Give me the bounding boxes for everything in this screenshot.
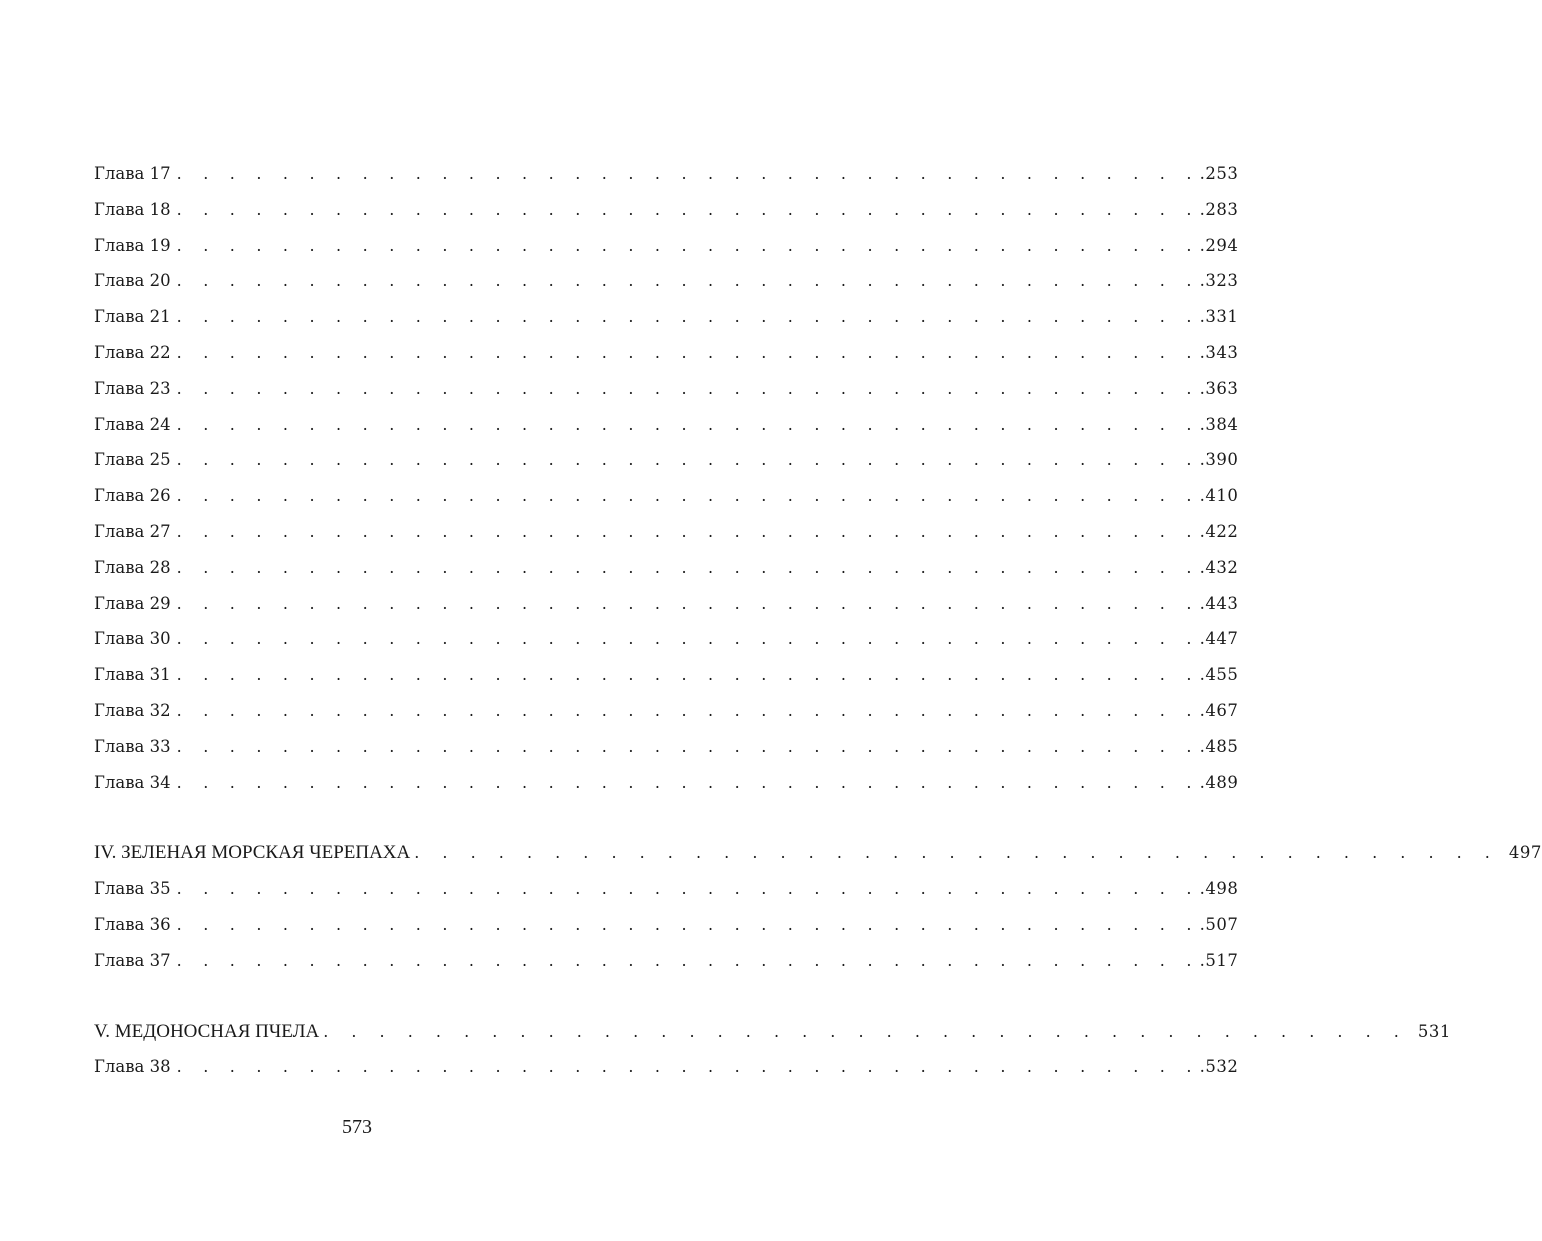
toc-entry[interactable] bbox=[94, 729, 1239, 765]
dot-leader: . . . . . . . . . . . . . . . . . . . . . . . . . . . . . . . . . . . . . . . bbox=[176, 307, 1200, 327]
page-number: .507 bbox=[1199, 914, 1239, 934]
page-number: .363 bbox=[1199, 378, 1239, 398]
chapter-label: Глава 18 bbox=[94, 199, 171, 219]
toc-entry[interactable] bbox=[94, 693, 1239, 729]
toc-entry[interactable] bbox=[94, 442, 1239, 478]
dot-leader: . . . . . . . . . . . . . . . . . . . . . . . . . . . . . . . . . . . . . . . bbox=[176, 736, 1200, 756]
page-number: .517 bbox=[1199, 950, 1239, 970]
page-number: .489 bbox=[1199, 772, 1239, 792]
dot-leader: . . . . . . . . . . . . . . . . . . . . . . . . . . . . . . . . . . . . . . . bbox=[323, 1021, 1408, 1041]
toc-entry[interactable] bbox=[94, 371, 1239, 407]
page-number: .294 bbox=[1199, 235, 1239, 255]
page-number: 497 bbox=[1508, 843, 1542, 863]
dot-leader: . . . . . . . . . . . . . . . . . . . . . . . . . . . . . . . . . . . . . . . bbox=[176, 914, 1200, 934]
toc-entry[interactable] bbox=[94, 765, 1239, 801]
page-number: .432 bbox=[1199, 557, 1239, 577]
toc-entry[interactable] bbox=[94, 871, 1239, 907]
dot-leader: . . . . . . . . . . . . . . . . . . . . . . . . . . . . . . . . . . . . . . . bbox=[176, 629, 1200, 649]
table-of-contents bbox=[94, 156, 1542, 1085]
dot-leader: . . . . . . . . . . . . . . . . . . . . . . . . . . . . . . . . . . . . . . . bbox=[176, 950, 1200, 970]
dot-leader: . . . . . . . . . . . . . . . . . . . . . . . . . . . . . . . . . . . . . . . bbox=[176, 1057, 1200, 1077]
chapter-label: Глава 21 bbox=[94, 307, 171, 327]
page-number: .390 bbox=[1199, 450, 1239, 470]
toc-part-entry[interactable] bbox=[94, 1014, 1451, 1050]
toc-part-entry[interactable] bbox=[94, 835, 1542, 871]
dot-leader: . . . . . . . . . . . . . . . . . . . . . . . . . . . . . . . . . . . . . . . bbox=[176, 378, 1200, 398]
page-number: .283 bbox=[1199, 199, 1239, 219]
dot-leader: . . . . . . . . . . . . . . . . . . . . . . . . . . . . . . . . . . . . . . . bbox=[176, 879, 1200, 899]
dot-leader: . . . . . . . . . . . . . . . . . . . . . . . . . . . . . . . . . . . . . . . bbox=[176, 700, 1200, 720]
dot-leader: . . . . . . . . . . . . . . . . . . . . . . . . . . . . . . . . . . . . . . . bbox=[176, 772, 1200, 792]
page-number: .331 bbox=[1199, 307, 1239, 327]
toc-entry[interactable] bbox=[94, 156, 1239, 192]
part-label: IV. ЗЕЛЕНАЯ МОРСКАЯ ЧЕРЕПАХА bbox=[94, 842, 411, 864]
chapter-label: Глава 38 bbox=[94, 1057, 171, 1077]
dot-leader: . . . . . . . . . . . . . . . . . . . . . . . . . . . . . . . . . . . . . . . bbox=[176, 164, 1200, 183]
page-number: .532 bbox=[1199, 1057, 1239, 1077]
toc-entry[interactable] bbox=[94, 907, 1239, 943]
toc-entry[interactable] bbox=[94, 335, 1239, 371]
toc-entry[interactable] bbox=[94, 943, 1239, 979]
chapter-label: Глава 30 bbox=[94, 629, 171, 649]
section-gap bbox=[94, 979, 620, 1014]
page-number: .422 bbox=[1199, 521, 1239, 541]
toc-entry[interactable] bbox=[94, 228, 1239, 264]
dot-leader: . . . . . . . . . . . . . . . . . . . . . . . . . . . . . . . . . . . . . . . bbox=[176, 271, 1200, 291]
page-number: .323 bbox=[1199, 271, 1239, 291]
chapter-label: Глава 24 bbox=[94, 414, 171, 434]
chapter-label: Глава 26 bbox=[94, 486, 171, 506]
page-number: 531 bbox=[1417, 1021, 1451, 1041]
dot-leader: . . . . . . . . . . . . . . . . . . . . . . . . . . . . . . . . . . . . . . . bbox=[176, 486, 1200, 506]
chapter-label: Глава 32 bbox=[94, 700, 171, 720]
page-number: .343 bbox=[1199, 342, 1239, 362]
toc-entry[interactable] bbox=[94, 514, 1239, 550]
toc-entry[interactable] bbox=[94, 550, 1239, 586]
dot-leader: . . . . . . . . . . . . . . . . . . . . . . . . . . . . . . . . . . . . . . . bbox=[176, 235, 1200, 255]
dot-leader: . . . . . . . . . . . . . . . . . . . . . . . . . . . . . . . . . . . . . . . bbox=[176, 521, 1200, 541]
chapter-label: Глава 37 bbox=[94, 950, 171, 970]
chapter-label: Глава 19 bbox=[94, 235, 171, 255]
chapter-label: Глава 25 bbox=[94, 450, 171, 470]
toc-entry[interactable] bbox=[94, 586, 1239, 622]
chapter-label: Глава 33 bbox=[94, 736, 171, 756]
page-number: .467 bbox=[1199, 700, 1239, 720]
page-number: .485 bbox=[1199, 736, 1239, 756]
toc-entry[interactable] bbox=[94, 657, 1239, 693]
dot-leader: . . . . . . . . . . . . . . . . . . . . . . . . . . . . . . . . . . . . . . . bbox=[176, 665, 1200, 685]
chapter-label: Глава 27 bbox=[94, 521, 171, 541]
toc-entry[interactable] bbox=[94, 407, 1239, 443]
part-label: V. МЕДОНОСНАЯ ПЧЕЛА bbox=[94, 1020, 320, 1042]
chapter-label: Глава 17 bbox=[94, 164, 171, 183]
dot-leader: . . . . . . . . . . . . . . . . . . . . . . . . . . . . . . . . . . . . . . . bbox=[176, 557, 1200, 577]
page-number: .384 bbox=[1199, 414, 1239, 434]
chapter-label: Глава 22 bbox=[94, 342, 171, 362]
page-number: .455 bbox=[1199, 665, 1239, 685]
chapter-label: Глава 35 bbox=[94, 879, 171, 899]
chapter-label: Глава 23 bbox=[94, 378, 171, 398]
toc-entry[interactable] bbox=[94, 263, 1239, 299]
chapter-label: Глава 20 bbox=[94, 271, 171, 291]
chapter-label: Глава 29 bbox=[94, 593, 171, 613]
chapter-label: Глава 28 bbox=[94, 557, 171, 577]
page-number: .498 bbox=[1199, 879, 1239, 899]
page-number: .410 bbox=[1199, 486, 1239, 506]
dot-leader: . . . . . . . . . . . . . . . . . . . . . . . . . . . . . . . . . . . . . . . bbox=[176, 342, 1200, 362]
toc-entry[interactable] bbox=[94, 478, 1239, 514]
page-number: .443 bbox=[1199, 593, 1239, 613]
dot-leader: . . . . . . . . . . . . . . . . . . . . . . . . . . . . . . . . . . . . . . . bbox=[176, 593, 1200, 613]
toc-entry[interactable] bbox=[94, 1049, 1239, 1085]
page-folio: 573 bbox=[342, 1116, 372, 1138]
dot-leader: . . . . . . . . . . . . . . . . . . . . . . . . . . . . . . . . . . . . . . . bbox=[176, 414, 1200, 434]
chapter-label: Глава 34 bbox=[94, 772, 171, 792]
dot-leader: . . . . . . . . . . . . . . . . . . . . . . . . . . . . . . . . . . . . . . . bbox=[414, 843, 1499, 863]
page-number: .447 bbox=[1199, 629, 1239, 649]
toc-entry[interactable] bbox=[94, 192, 1239, 228]
chapter-label: Глава 31 bbox=[94, 665, 171, 685]
toc-entry[interactable] bbox=[94, 621, 1239, 657]
section-gap bbox=[94, 800, 620, 835]
dot-leader: . . . . . . . . . . . . . . . . . . . . . . . . . . . . . . . . . . . . . . . bbox=[176, 199, 1200, 219]
page-number: .253 bbox=[1199, 164, 1239, 183]
toc-entry[interactable] bbox=[94, 299, 1239, 335]
dot-leader: . . . . . . . . . . . . . . . . . . . . . . . . . . . . . . . . . . . . . . . bbox=[176, 450, 1200, 470]
chapter-label: Глава 36 bbox=[94, 914, 171, 934]
